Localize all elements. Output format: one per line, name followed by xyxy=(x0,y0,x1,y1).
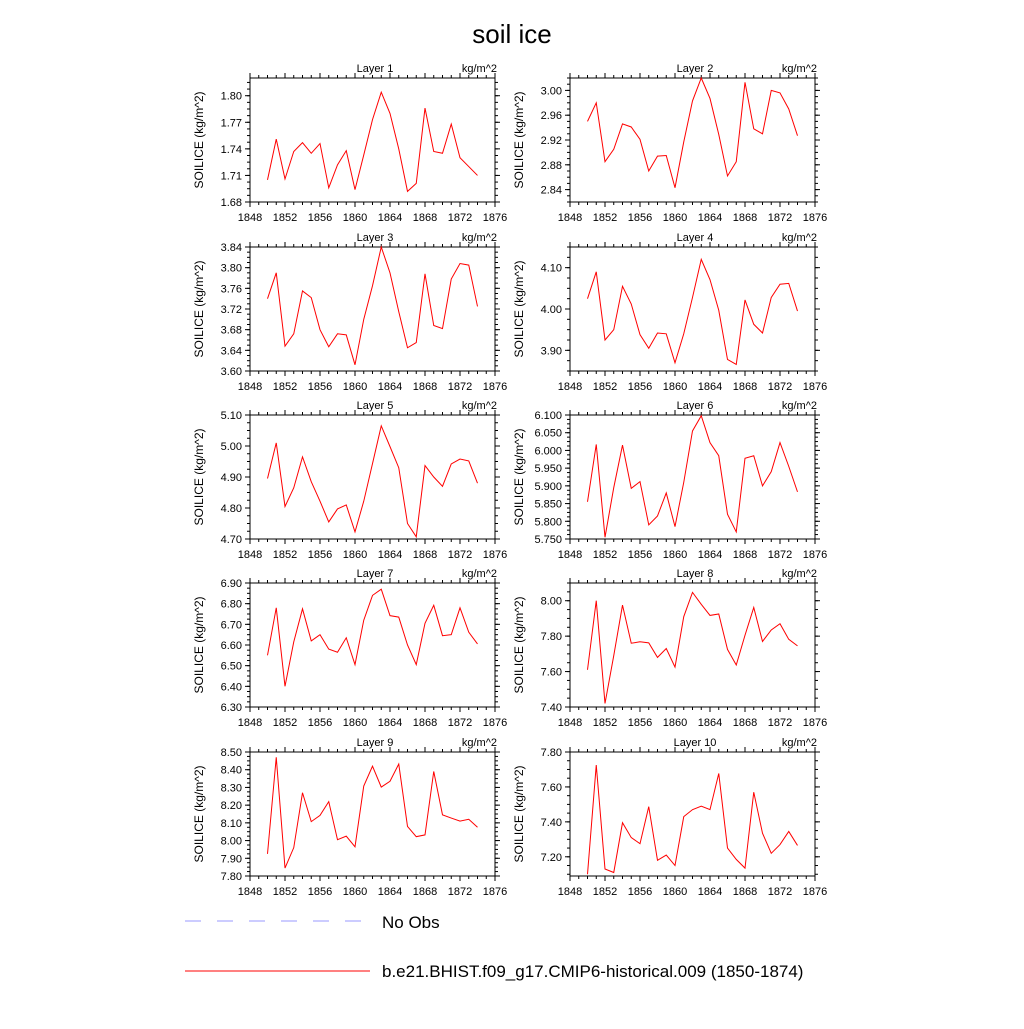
x-tick-label: 1848 xyxy=(237,212,263,224)
plot-frame xyxy=(570,78,815,202)
y-axis-label: SOILICE (kg/m^2) xyxy=(512,765,526,863)
x-tick-label: 1868 xyxy=(412,212,438,224)
x-tick-label: 1876 xyxy=(482,717,508,729)
panel-units: kg/m^2 xyxy=(781,568,817,580)
y-tick-label: 6.40 xyxy=(220,681,242,694)
x-tick-label: 1868 xyxy=(412,886,438,898)
x-tick-label: 1860 xyxy=(342,212,368,224)
panel-title: Layer 2 xyxy=(676,63,714,75)
x-tick-label: 1856 xyxy=(307,212,333,224)
y-tick-label: 6.050 xyxy=(534,427,562,440)
series-line xyxy=(268,757,478,868)
y-tick-label: 7.80 xyxy=(540,747,562,759)
y-axis-label: SOILICE (kg/m^2) xyxy=(512,260,526,358)
panels xyxy=(192,63,827,898)
y-tick-label: 5.900 xyxy=(534,480,562,493)
panel-title: Layer 5 xyxy=(356,400,394,412)
plot-frame xyxy=(570,752,815,876)
y-tick-label: 2.96 xyxy=(540,110,562,123)
y-tick-label: 4.00 xyxy=(540,304,562,316)
panel-layer-1 xyxy=(192,63,507,224)
x-tick-label: 1860 xyxy=(662,381,688,393)
y-tick-label: 8.00 xyxy=(220,835,242,848)
y-tick-label: 3.68 xyxy=(220,324,242,337)
x-tick-label: 1864 xyxy=(697,549,723,561)
panel-layer-7 xyxy=(192,568,507,729)
x-tick-label: 1856 xyxy=(627,886,653,898)
x-tick-label: 1872 xyxy=(447,886,473,898)
y-tick-label: 4.80 xyxy=(220,503,242,515)
y-tick-label: 5.850 xyxy=(534,498,562,511)
y-tick-label: 7.60 xyxy=(540,666,562,679)
y-tick-label: 3.90 xyxy=(540,345,562,358)
y-tick-label: 4.70 xyxy=(220,534,242,546)
panel-units: kg/m^2 xyxy=(781,232,817,244)
x-tick-label: 1864 xyxy=(377,549,403,561)
y-axis-label: SOILICE (kg/m^2) xyxy=(512,91,526,189)
x-tick-label: 1856 xyxy=(307,717,333,729)
x-tick-label: 1856 xyxy=(307,886,333,898)
x-tick-label: 1868 xyxy=(732,549,758,561)
x-tick-label: 1872 xyxy=(767,717,793,729)
x-tick-label: 1876 xyxy=(482,381,508,393)
series-line xyxy=(268,589,478,686)
x-tick-label: 1876 xyxy=(802,717,828,729)
x-tick-label: 1852 xyxy=(592,549,618,561)
y-tick-label: 5.00 xyxy=(220,441,242,453)
panel-title: Layer 9 xyxy=(356,737,394,749)
panel-layer-3 xyxy=(192,232,507,393)
y-tick-label: 6.80 xyxy=(220,598,242,611)
panel-units: kg/m^2 xyxy=(461,232,497,244)
plot-frame xyxy=(250,78,495,202)
x-tick-label: 1856 xyxy=(627,212,653,224)
series-line xyxy=(268,426,478,537)
panel-title: Layer 1 xyxy=(356,63,394,75)
x-tick-label: 1872 xyxy=(767,886,793,898)
y-tick-label: 6.100 xyxy=(534,410,562,422)
panel-layer-8 xyxy=(512,568,827,729)
y-axis-label: SOILICE (kg/m^2) xyxy=(512,596,526,694)
x-tick-label: 1852 xyxy=(272,212,298,224)
y-tick-label: 1.71 xyxy=(220,170,242,183)
x-tick-label: 1864 xyxy=(697,886,723,898)
panel-layer-6 xyxy=(512,400,827,561)
y-tick-label: 7.60 xyxy=(540,781,562,794)
x-tick-label: 1872 xyxy=(767,549,793,561)
x-tick-label: 1848 xyxy=(237,717,263,729)
y-tick-label: 6.50 xyxy=(220,660,242,673)
x-tick-label: 1864 xyxy=(697,381,723,393)
x-tick-label: 1868 xyxy=(732,381,758,393)
plot-frame xyxy=(250,583,495,707)
x-tick-label: 1860 xyxy=(342,381,368,393)
y-tick-label: 3.80 xyxy=(220,262,242,275)
x-tick-label: 1876 xyxy=(802,381,828,393)
y-tick-label: 5.800 xyxy=(534,516,562,529)
y-tick-label: 7.90 xyxy=(220,853,242,866)
x-tick-label: 1876 xyxy=(802,212,828,224)
y-tick-label: 6.000 xyxy=(534,445,562,458)
panel-title: Layer 3 xyxy=(356,232,394,244)
panel-title: Layer 6 xyxy=(676,400,714,412)
y-tick-label: 6.70 xyxy=(220,619,242,632)
panel-units: kg/m^2 xyxy=(781,737,817,749)
y-tick-label: 3.84 xyxy=(220,242,242,254)
y-tick-label: 8.40 xyxy=(220,764,242,777)
y-axis-label: SOILICE (kg/m^2) xyxy=(192,91,206,189)
x-tick-label: 1860 xyxy=(342,717,368,729)
x-tick-label: 1852 xyxy=(592,886,618,898)
x-tick-label: 1860 xyxy=(662,549,688,561)
y-tick-label: 6.60 xyxy=(220,640,242,652)
panel-title: Layer 4 xyxy=(676,232,714,244)
x-tick-label: 1852 xyxy=(592,212,618,224)
x-tick-label: 1852 xyxy=(272,886,298,898)
x-tick-label: 1872 xyxy=(447,212,473,224)
y-tick-label: 7.80 xyxy=(540,631,562,644)
y-tick-label: 8.50 xyxy=(220,747,242,759)
y-tick-label: 3.76 xyxy=(220,283,242,296)
x-tick-label: 1872 xyxy=(767,212,793,224)
x-tick-label: 1872 xyxy=(447,717,473,729)
x-tick-label: 1876 xyxy=(482,886,508,898)
y-tick-label: 4.10 xyxy=(540,262,562,275)
x-tick-label: 1872 xyxy=(447,381,473,393)
panel-layer-5 xyxy=(192,400,507,561)
legend-model-label: b.e21.BHIST.f09_g17.CMIP6-historical.009 (1850-1874) xyxy=(382,962,804,981)
y-tick-label: 2.88 xyxy=(540,159,562,172)
x-tick-label: 1848 xyxy=(557,381,583,393)
y-tick-label: 7.80 xyxy=(220,871,242,883)
x-tick-label: 1856 xyxy=(627,381,653,393)
y-tick-label: 8.00 xyxy=(540,595,562,608)
x-tick-label: 1864 xyxy=(377,381,403,393)
x-tick-label: 1876 xyxy=(802,549,828,561)
x-tick-label: 1852 xyxy=(272,549,298,561)
y-tick-label: 2.84 xyxy=(540,184,562,197)
panel-layer-2 xyxy=(512,63,827,224)
plot-frame xyxy=(570,247,815,371)
x-tick-label: 1864 xyxy=(377,212,403,224)
y-tick-label: 8.10 xyxy=(220,817,242,830)
plot-frame xyxy=(570,583,815,707)
panel-units: kg/m^2 xyxy=(781,63,817,75)
plot-frame xyxy=(250,752,495,876)
y-tick-label: 2.92 xyxy=(540,135,562,147)
x-tick-label: 1848 xyxy=(557,886,583,898)
x-tick-label: 1868 xyxy=(412,381,438,393)
y-tick-label: 6.30 xyxy=(220,702,242,714)
panel-layer-4 xyxy=(512,232,827,393)
figure-title: soil ice xyxy=(472,19,552,49)
series-line xyxy=(588,416,798,538)
series-line xyxy=(588,592,798,703)
y-tick-label: 3.60 xyxy=(220,366,242,378)
y-tick-label: 3.72 xyxy=(220,304,242,316)
y-tick-label: 7.20 xyxy=(540,851,562,864)
y-tick-label: 4.90 xyxy=(220,472,242,484)
x-tick-label: 1860 xyxy=(662,717,688,729)
y-tick-label: 3.64 xyxy=(220,345,242,358)
x-tick-label: 1852 xyxy=(592,381,618,393)
x-tick-label: 1860 xyxy=(662,886,688,898)
legend xyxy=(185,913,803,981)
panel-title: Layer 10 xyxy=(673,737,717,749)
legend-obs-label: No Obs xyxy=(382,913,440,932)
y-tick-label: 6.90 xyxy=(220,578,242,590)
series-line xyxy=(588,765,798,874)
y-axis-label: SOILICE (kg/m^2) xyxy=(192,596,206,694)
x-tick-label: 1852 xyxy=(592,717,618,729)
x-tick-label: 1872 xyxy=(767,381,793,393)
y-tick-label: 7.40 xyxy=(540,702,562,714)
plot-frame xyxy=(250,247,495,371)
panel-layer-9 xyxy=(192,737,507,898)
x-tick-label: 1876 xyxy=(802,886,828,898)
y-tick-label: 1.80 xyxy=(220,90,242,103)
x-tick-label: 1856 xyxy=(627,717,653,729)
x-tick-label: 1868 xyxy=(412,717,438,729)
x-tick-label: 1860 xyxy=(342,549,368,561)
y-axis-label: SOILICE (kg/m^2) xyxy=(192,765,206,863)
panel-units: kg/m^2 xyxy=(461,568,497,580)
x-tick-label: 1848 xyxy=(237,381,263,393)
x-tick-label: 1868 xyxy=(732,886,758,898)
y-tick-label: 1.74 xyxy=(220,143,242,156)
x-tick-label: 1876 xyxy=(482,212,508,224)
x-tick-label: 1856 xyxy=(307,549,333,561)
series-line xyxy=(268,247,478,365)
y-tick-label: 5.750 xyxy=(534,534,562,546)
x-tick-label: 1860 xyxy=(342,886,368,898)
x-tick-label: 1864 xyxy=(697,717,723,729)
panel-title: Layer 8 xyxy=(676,568,714,580)
y-tick-label: 3.00 xyxy=(540,85,562,98)
panel-units: kg/m^2 xyxy=(461,737,497,749)
panel-layer-10 xyxy=(512,737,827,898)
y-tick-label: 8.20 xyxy=(220,800,242,813)
panel-units: kg/m^2 xyxy=(781,400,817,412)
panel-units: kg/m^2 xyxy=(461,63,497,75)
x-tick-label: 1856 xyxy=(627,549,653,561)
x-tick-label: 1848 xyxy=(557,212,583,224)
y-tick-label: 7.40 xyxy=(540,816,562,829)
series-line xyxy=(268,92,478,191)
series-line xyxy=(588,259,798,364)
x-tick-label: 1860 xyxy=(662,212,688,224)
y-tick-label: 1.77 xyxy=(220,117,242,130)
x-tick-label: 1852 xyxy=(272,717,298,729)
x-tick-label: 1864 xyxy=(377,717,403,729)
y-tick-label: 8.30 xyxy=(220,782,242,795)
x-tick-label: 1856 xyxy=(307,381,333,393)
x-tick-label: 1876 xyxy=(482,549,508,561)
plot-frame xyxy=(250,415,495,539)
x-tick-label: 1868 xyxy=(412,549,438,561)
y-tick-label: 5.10 xyxy=(220,410,242,422)
panel-units: kg/m^2 xyxy=(461,400,497,412)
x-tick-label: 1852 xyxy=(272,381,298,393)
y-axis-label: SOILICE (kg/m^2) xyxy=(192,260,206,358)
x-tick-label: 1848 xyxy=(237,886,263,898)
panel-title: Layer 7 xyxy=(356,568,394,580)
x-tick-label: 1864 xyxy=(377,886,403,898)
x-tick-label: 1848 xyxy=(557,549,583,561)
x-tick-label: 1864 xyxy=(697,212,723,224)
x-tick-label: 1868 xyxy=(732,212,758,224)
y-tick-label: 1.68 xyxy=(220,197,242,209)
x-tick-label: 1868 xyxy=(732,717,758,729)
y-tick-label: 5.950 xyxy=(534,463,562,476)
x-tick-label: 1872 xyxy=(447,549,473,561)
y-axis-label: SOILICE (kg/m^2) xyxy=(512,428,526,526)
series-line xyxy=(588,78,798,188)
y-axis-label: SOILICE (kg/m^2) xyxy=(192,428,206,526)
x-tick-label: 1848 xyxy=(237,549,263,561)
x-tick-label: 1848 xyxy=(557,717,583,729)
